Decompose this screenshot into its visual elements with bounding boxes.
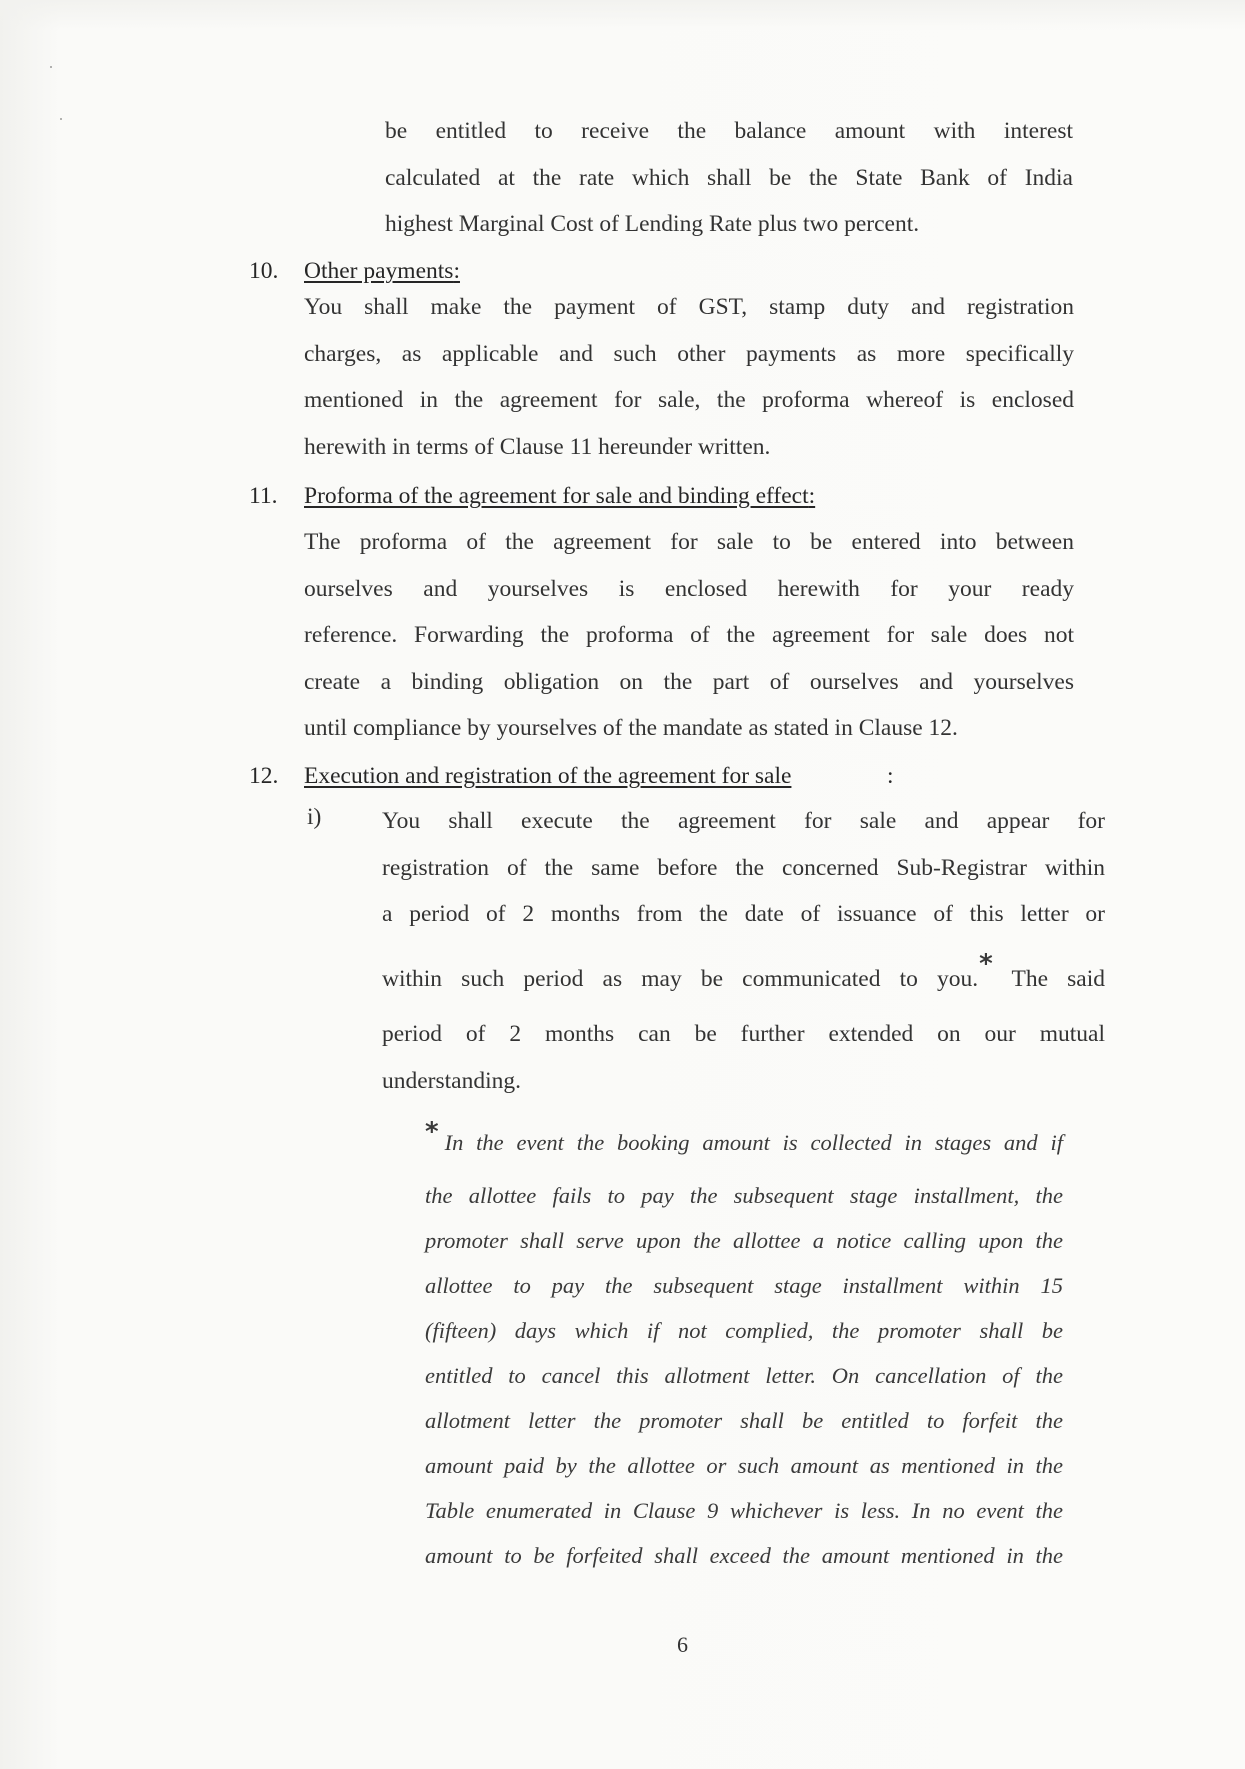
clause-title-colon: :: [887, 763, 894, 789]
scan-speck: [50, 66, 52, 68]
text-line: allotment letter the promoter shall be entitled to forfeit the: [425, 1408, 1063, 1433]
text-line: allottee to pay the subsequent stage installment within 15: [425, 1273, 1063, 1298]
text-line: You shall make the payment of GST, stamp duty and registration: [304, 294, 1074, 320]
text-line: Table enumerated in Clause 9 whichever is less. In no event the: [425, 1498, 1063, 1523]
clause-title: [304, 256, 460, 286]
clause-number: 10.: [249, 258, 279, 284]
clause-number: 12.: [249, 763, 279, 789]
text-line: You shall execute the agreement for sale and appear for: [382, 808, 1105, 834]
text-line: reference. Forwarding the proforma of the agreement for sale does not: [304, 622, 1074, 648]
scan-speck: [60, 118, 62, 120]
clause-title: [304, 761, 791, 791]
text-line: a period of 2 months from the date of issuance of this letter or: [382, 901, 1105, 927]
clause-title: [304, 481, 815, 511]
text-line: the allottee fails to pay the subsequent stage installment, the: [425, 1183, 1063, 1208]
text-line: charges, as applicable and such other payments as more specifically: [304, 340, 1074, 367]
text-line: entitled to cancel this allotment letter. On cancellation of the: [425, 1363, 1063, 1388]
text-line: understanding.: [382, 1067, 522, 1094]
text-line: herewith in terms of Clause 11 hereunder written.: [304, 433, 771, 460]
text-line: (fifteen) days which if not complied, the promoter shall be: [425, 1318, 1063, 1343]
text-line: registration of the same before the concerned Sub-Registrar within: [382, 854, 1105, 881]
clause-12-sub-i-body: [382, 804, 1105, 1110]
clause-10-body: [304, 290, 1074, 476]
continuation-paragraph: [385, 114, 1073, 254]
clause-title-text: Other payments: [304, 258, 454, 284]
text-line: be entitled to receive the balance amount with interest: [385, 118, 1073, 144]
page-number: 6: [677, 1632, 688, 1657]
text-segment: The said: [1011, 966, 1106, 992]
text-line-with-footnote-mark: [382, 949, 1106, 1017]
text-line: mentioned in the agreement for sale, the proforma whereof is enclosed: [304, 387, 1074, 413]
clause-number: 11.: [249, 483, 278, 509]
footnote-marker: *: [979, 949, 993, 979]
clause-title-text: Proforma of the agreement for sale and binding effect: [304, 483, 809, 509]
sub-clause-label: i): [307, 804, 322, 830]
text-segment: within such period as may be communicated to you.: [382, 966, 979, 992]
clause-title-colon: :: [453, 258, 460, 284]
scan-top-shade: [0, 0, 1245, 30]
text-line: The proforma of the agreement for sale to be entered into between: [304, 529, 1074, 555]
text-line: ourselves and yourselves is enclosed herewith for your ready: [304, 575, 1074, 602]
footnote-marker: *: [425, 1117, 439, 1147]
text-segment: In the event the booking amount is collected in stages and if: [444, 1130, 1063, 1155]
clause-title-text: Execution and registration of the agreement for sale: [304, 763, 792, 789]
text-line: until compliance by yourselves of the mandate as stated in Clause 12.: [304, 715, 958, 741]
text-line: highest Marginal Cost of Lending Rate plus two percent.: [385, 211, 920, 237]
clause-title-colon: :: [808, 483, 816, 509]
text-line: create a binding obligation on the part of ourselves and yourselves: [304, 668, 1074, 695]
text-line: amount to be forfeited shall exceed the amount mentioned in the: [425, 1543, 1063, 1568]
text-line: amount paid by the allottee or such amount as mentioned in the: [425, 1453, 1063, 1478]
footnote: [425, 1117, 1063, 1585]
footnote-first-line: [425, 1117, 1063, 1180]
text-line: calculated at the rate which shall be the State Bank of India: [385, 164, 1073, 191]
clause-11-body: [304, 525, 1074, 758]
text-line: promoter shall serve upon the allottee a notice calling upon the: [425, 1228, 1063, 1253]
text-line: period of 2 months can be further extended on our mutual: [382, 1021, 1105, 1047]
